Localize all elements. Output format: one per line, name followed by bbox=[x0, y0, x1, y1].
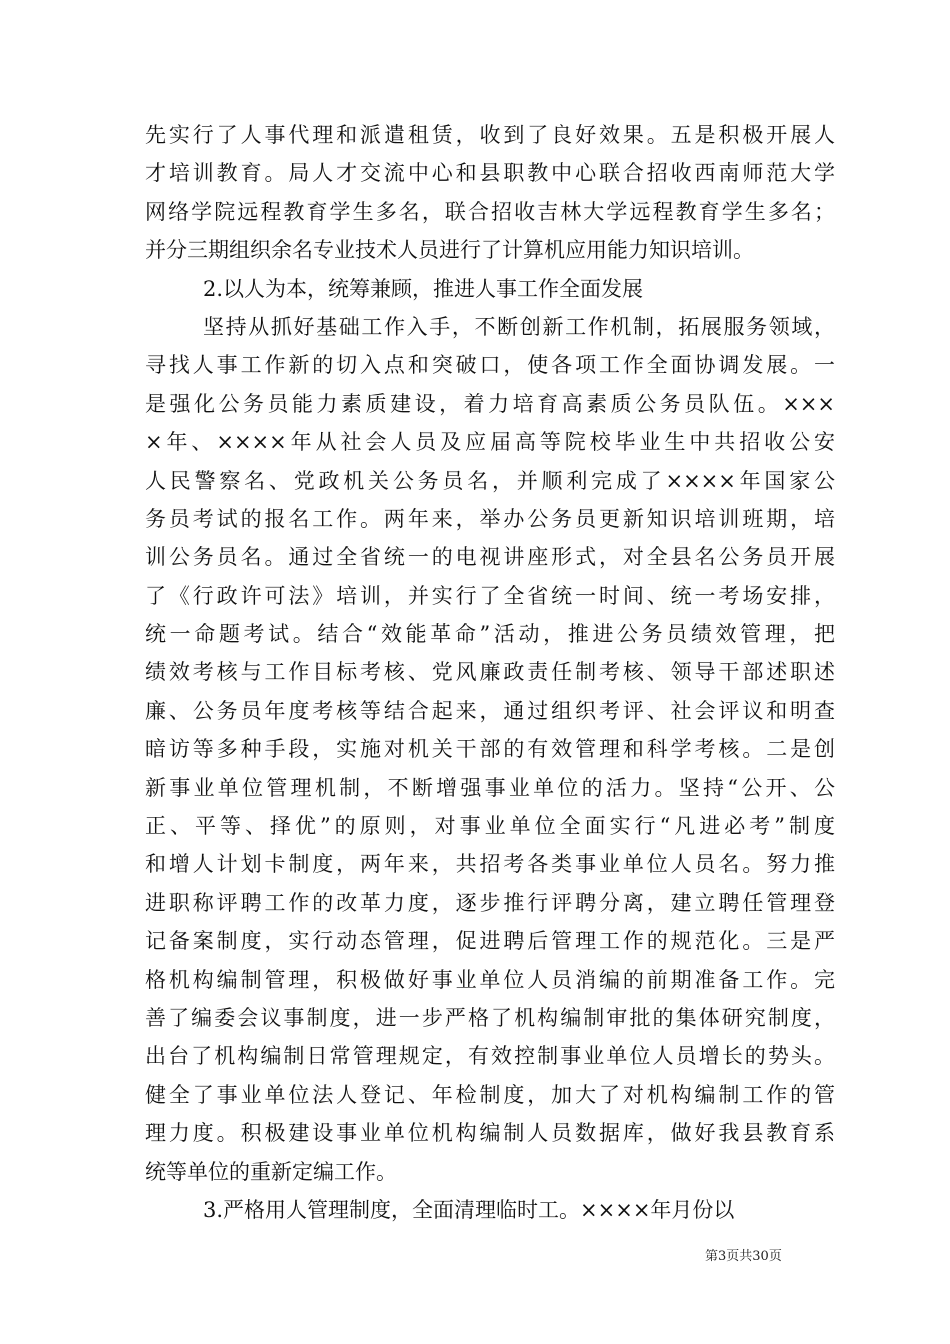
text-line: 是强化公务员能力素质建设，着力培育高素质公务员队伍。××× bbox=[145, 391, 835, 416]
text-line: 坚持从抓好基础工作入手，不断创新工作机制，拓展服务领域， bbox=[203, 314, 835, 339]
text-line: ×年、××××年从社会人员及应届高等院校毕业生中共招收公安 bbox=[145, 430, 835, 455]
text-line: 廉、公务员年度考核等结合起来，通过组织考评、社会评议和明查 bbox=[145, 698, 835, 723]
page-number: 第3页共30页 bbox=[705, 1249, 782, 1264]
text-line: 并分三期组织余名专业技术人员进行了计算机应用能力知识培训。 bbox=[145, 238, 754, 263]
text-line: 统一命题考试。结合“效能革命”活动，推进公务员绩效管理，把 bbox=[145, 622, 835, 647]
text-line: 正、平等、择优”的原则，对事业单位全面实行“凡进必考”制度 bbox=[145, 814, 835, 839]
text-line: 暗访等多种手段，实施对机关干部的有效管理和科学考核。二是创 bbox=[145, 737, 835, 762]
text-line: 绩效考核与工作目标考核、党风廉政责任制考核、领导干部述职述 bbox=[145, 660, 835, 685]
text-line: 统等单位的重新定编工作。 bbox=[145, 1159, 397, 1184]
text-line: 记备案制度，实行动态管理，促进聘后管理工作的规范化。三是严 bbox=[145, 929, 835, 954]
text-line: 训公务员名。通过全省统一的电视讲座形式，对全县名公务员开展 bbox=[145, 545, 835, 570]
text-line: 网络学院远程教育学生多名，联合招收吉林大学远程教育学生多名； bbox=[145, 199, 835, 224]
text-line: 人民警察名、党政机关公务员名，并顺利完成了××××年国家公 bbox=[145, 468, 835, 493]
text-line: 健全了事业单位法人登记、年检制度，加大了对机构编制工作的管 bbox=[145, 1082, 835, 1107]
text-line: 善了编委会议事制度，进一步严格了机构编制审批的集体研究制度， bbox=[145, 1005, 835, 1030]
text-line: 了《行政许可法》培训，并实行了全省统一时间、统一考场安排， bbox=[145, 583, 835, 608]
text-line: 新事业单位管理机制，不断增强事业单位的活力。坚持“公开、公 bbox=[145, 775, 835, 800]
text-line: 格机构编制管理，积极做好事业单位人员消编的前期准备工作。完 bbox=[145, 967, 835, 992]
text-line: 先实行了人事代理和派遣租赁，收到了良好效果。五是积极开展人 bbox=[145, 123, 835, 147]
text-line: 才培训教育。局人才交流中心和县职教中心联合招收西南师范大学 bbox=[145, 161, 835, 186]
section-heading: 3.严格用人管理制度，全面清理临时工。××××年月份以 bbox=[203, 1197, 735, 1222]
body-text bbox=[145, 116, 835, 1229]
text-line: 务员考试的报名工作。两年来，举办公务员更新知识培训班期，培 bbox=[145, 506, 835, 531]
section-heading: 2.以人为本，统筹兼顾，推进人事工作全面发展 bbox=[203, 276, 644, 301]
text-line: 理力度。积极建设事业单位机构编制人员数据库，做好我县教育系 bbox=[145, 1121, 835, 1146]
text-line: 出台了机构编制日常管理规定，有效控制事业单位人员增长的势头。 bbox=[145, 1044, 835, 1069]
text-line: 和增人计划卡制度，两年来，共招考各类事业单位人员名。努力推 bbox=[145, 852, 835, 877]
text-line: 寻找人事工作新的切入点和突破口，使各项工作全面协调发展。一 bbox=[145, 353, 835, 378]
text-line: 进职称评聘工作的改革力度，逐步推行评聘分离，建立聘任管理登 bbox=[145, 890, 835, 915]
